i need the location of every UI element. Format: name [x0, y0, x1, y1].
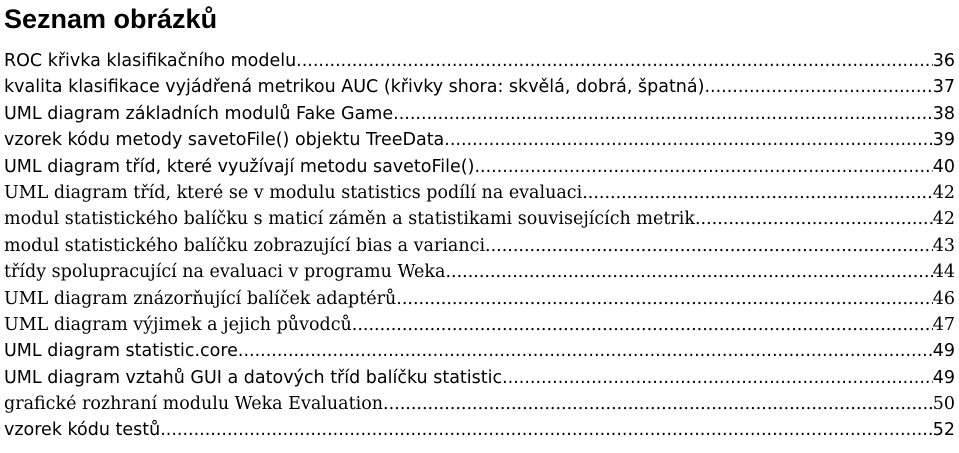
toc-entry[interactable]: [4, 154, 955, 180]
dot-leader: [160, 417, 933, 443]
toc-entry-text: UML diagram statistic.core: [4, 341, 238, 362]
toc-page-number: 49: [932, 341, 955, 362]
toc-entry-text: vzorek kódu metody savetoFile() objektu TreeData: [4, 130, 445, 151]
toc-page-number: 46: [932, 288, 955, 309]
dot-leader: [352, 312, 933, 338]
dot-leader: [238, 338, 933, 364]
dot-leader: [502, 365, 933, 391]
toc-page-number: 38: [932, 103, 955, 124]
dot-leader: [704, 74, 932, 100]
dot-leader: [485, 233, 933, 259]
toc-page-number: 43: [932, 235, 955, 256]
toc-page-number: 49: [932, 367, 955, 388]
toc-entry[interactable]: [4, 259, 955, 285]
toc-page-number: 37: [932, 77, 955, 98]
dot-leader: [695, 206, 933, 232]
toc-entry-text: vzorek kódu testů: [4, 420, 161, 441]
toc-entry-text: UML diagram výjimek a jejich původců: [4, 314, 352, 335]
toc-entry-text: UML diagram tříd, které využívají metodu savetoFile(): [4, 156, 475, 177]
toc-entry[interactable]: [4, 127, 955, 153]
toc-page-number: 50: [932, 394, 955, 415]
toc-entry-text: modul statistického balíčku s maticí záměn a statistikami souvisejících metrik: [4, 209, 695, 230]
toc-page-number: 39: [932, 130, 955, 151]
toc-entry-text: kvalita klasifikace vyjádřená metrikou AUC (křivky shora: skvělá, dobrá, špatná): [4, 77, 705, 98]
page-title: Seznam obrázků: [4, 4, 218, 34]
toc-entry[interactable]: [4, 48, 955, 74]
toc-page-number: 36: [932, 51, 955, 71]
dot-leader: [445, 259, 932, 285]
toc-page-number: 47: [932, 314, 955, 335]
toc-entry[interactable]: [4, 101, 955, 127]
toc-entry[interactable]: [4, 417, 955, 443]
toc-page-number: 42: [932, 182, 955, 203]
toc-entry[interactable]: [4, 74, 955, 100]
dot-leader: [296, 48, 933, 74]
toc-entry[interactable]: [4, 338, 955, 364]
toc-entry-text: UML diagram znázorňující balíček adaptérů: [4, 288, 397, 309]
toc-entry[interactable]: [4, 365, 955, 391]
toc-entry[interactable]: [4, 286, 955, 312]
toc-entry-text: ROC křivka klasifikačního modelu: [4, 51, 297, 71]
toc-entry-text: grafické rozhraní modulu Weka Evaluation: [4, 394, 384, 415]
dot-leader: [396, 286, 932, 312]
toc-entry-text: modul statistického balíčku zobrazující bias a varianci: [4, 235, 486, 256]
toc-entry-text: třídy spolupracující na evaluaci v programu Weka: [4, 262, 446, 283]
toc-page-number: 44: [932, 262, 955, 283]
toc-entry[interactable]: [4, 391, 955, 417]
dot-leader: [383, 391, 933, 417]
dot-leader: [444, 127, 932, 153]
toc-entry[interactable]: [4, 180, 955, 206]
toc-page-number: 42: [932, 209, 955, 230]
toc-page-number: 40: [932, 156, 955, 177]
toc-entry[interactable]: [4, 206, 955, 232]
list-of-figures: [4, 48, 955, 444]
dot-leader: [393, 101, 933, 127]
dot-leader: [582, 180, 933, 206]
toc-entry[interactable]: [4, 312, 955, 338]
toc-entry-text: UML diagram vztahů GUI a datových tříd balíčku statistic: [4, 367, 503, 388]
toc-entry-text: UML diagram základních modulů Fake Game: [4, 103, 394, 124]
dot-leader: [474, 154, 932, 180]
toc-page-number: 52: [932, 420, 955, 441]
toc-entry-text: UML diagram tříd, které se v modulu statistics podílí na evaluaci: [4, 182, 583, 203]
toc-entry[interactable]: [4, 233, 955, 259]
